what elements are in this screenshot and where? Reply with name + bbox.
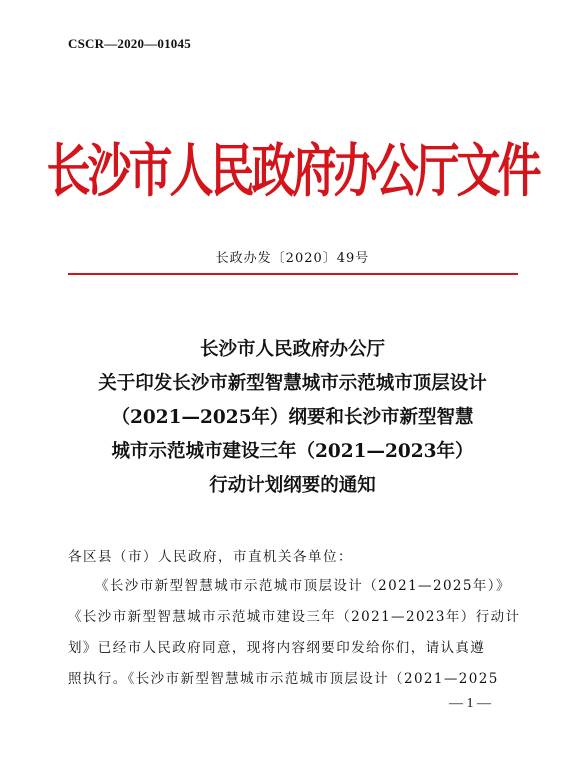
title-line: 城市示范城市建设三年（2021—2023年） — [111, 441, 474, 462]
document-code: CSCR—2020—01045 — [68, 36, 191, 51]
body-line: 照执行。《长沙市新型智慧城市示范城市顶层设计（2021—2025 — [68, 671, 499, 687]
title-line: 关于印发长沙市新型智慧城市示范城市顶层设计 — [98, 373, 487, 394]
red-divider-rule — [68, 273, 518, 275]
title-line: 长沙市人民政府办公厅 — [199, 339, 385, 360]
title-line: （2021—2025年）纲要和长沙市新型智慧 — [111, 407, 474, 428]
title-line: 行动计划纲要的通知 — [209, 475, 376, 496]
salutation: 各区县（市）人民政府，市直机关各单位： — [68, 549, 353, 565]
page-number: — 1 — — [449, 696, 491, 711]
body-line: 《长沙市新型智慧城市示范城市顶层设计（2021—2025年）》 — [95, 578, 511, 594]
masthead-title: 长沙市人民政府办公厅文件 — [46, 138, 539, 205]
body-line: 《长沙市新型智慧城市示范城市建设三年（2021—2023年）行动计 — [68, 609, 521, 625]
notice-title — [60, 333, 525, 503]
body-line: 划》已经市人民政府同意，现将内容纲要印发给你们，请认真遵 — [68, 640, 486, 656]
document-number: 长政办发〔2020〕49号 — [215, 251, 370, 266]
body-paragraph — [68, 571, 520, 695]
